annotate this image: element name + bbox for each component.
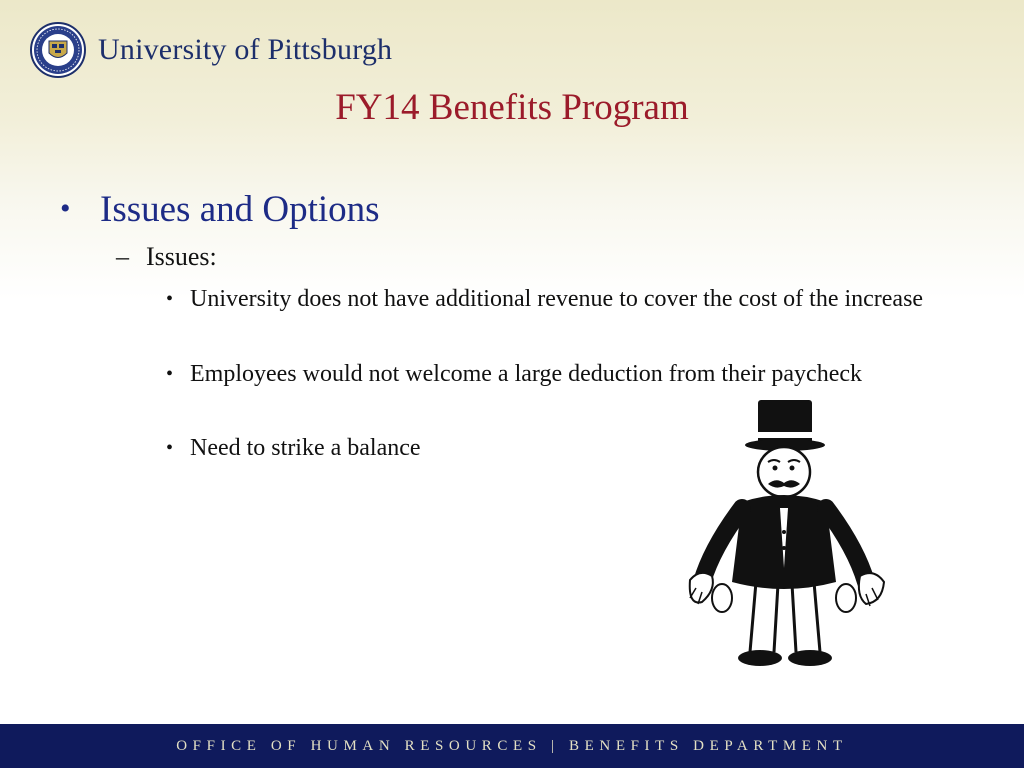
brand-name: University of Pittsburgh	[98, 33, 393, 66]
bullet-icon: •	[166, 363, 174, 385]
point-text: University does not have additional revenue to cover the cost of the increase	[190, 286, 924, 312]
university-logo	[30, 22, 392, 78]
footer-text: OFFICE OF HUMAN RESOURCES | BENEFITS DEPARTMENT	[176, 737, 848, 754]
point-text: Employees would not welcome a large deduction from their paycheck	[190, 361, 862, 387]
bullet-level-2	[116, 242, 217, 272]
empty-pockets-man-icon	[676, 392, 926, 677]
bullet-level-1	[60, 188, 380, 231]
bullet-icon: •	[166, 288, 174, 310]
point-item	[166, 358, 966, 391]
university-seal-icon	[30, 22, 86, 78]
slide-title: FY14 Benefits Program	[335, 87, 689, 128]
footer-bar	[0, 724, 1024, 768]
bullet-icon: •	[166, 437, 174, 459]
point-text: Need to strike a balance	[190, 435, 421, 461]
point-item	[166, 283, 966, 316]
dash-icon: –	[116, 242, 129, 271]
bullet-icon: •	[60, 192, 71, 225]
bullet-1-text: Issues and Options	[100, 189, 380, 230]
sub-heading: Issues:	[146, 242, 217, 271]
